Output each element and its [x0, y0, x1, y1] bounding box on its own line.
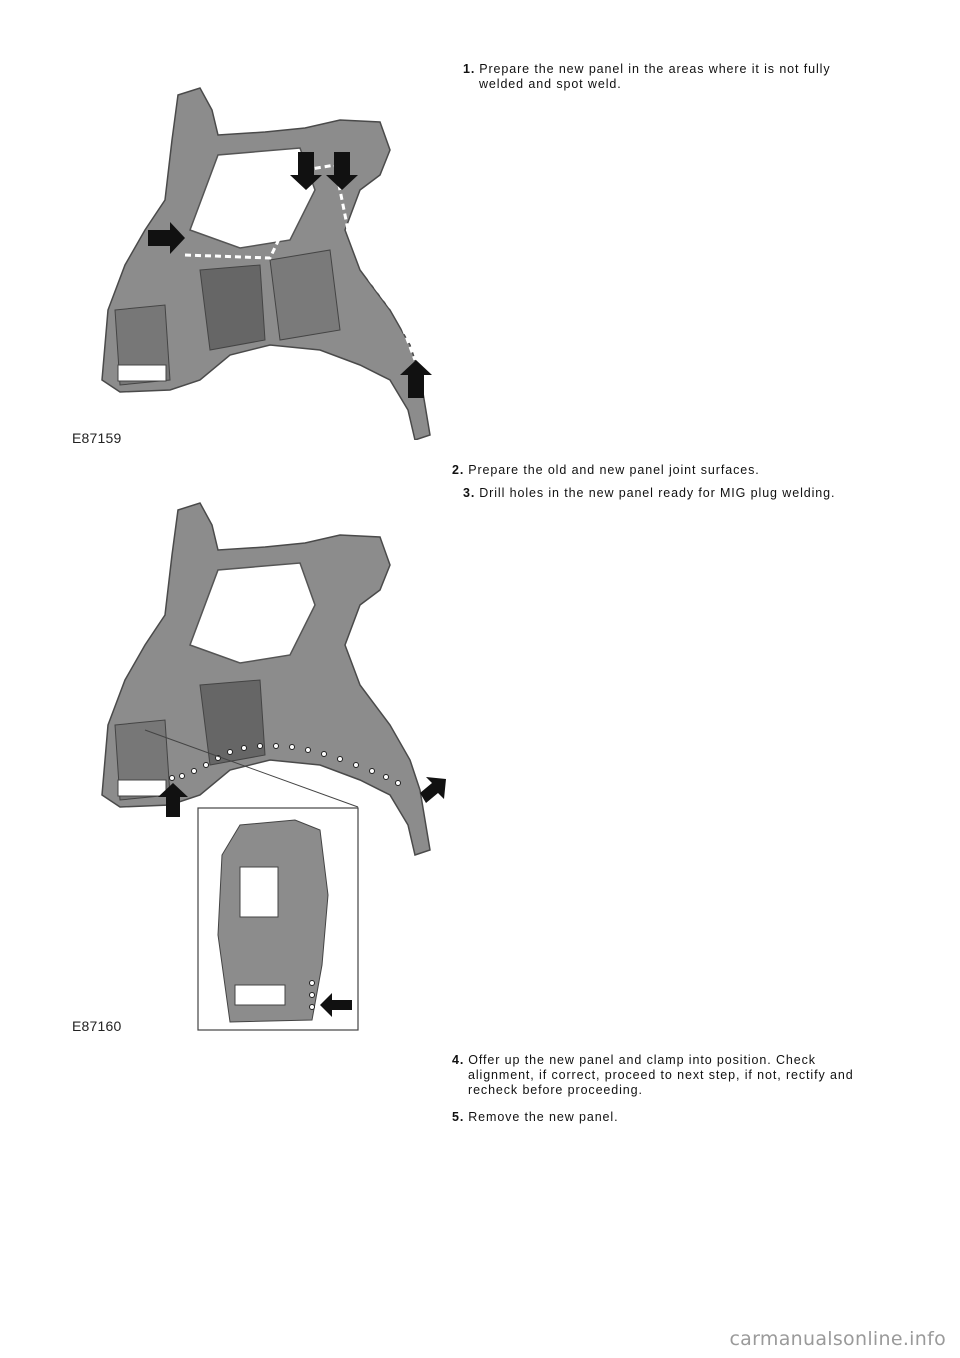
body-panel-shape: [102, 503, 430, 855]
step-2: [452, 463, 760, 478]
panel-illustration-1: [90, 80, 450, 440]
step-number: 5.: [452, 1110, 465, 1124]
figure-id-1: E87159: [72, 430, 122, 446]
panel-illustration-2: [90, 495, 450, 1035]
step-text: Prepare the new panel in the areas where it is not fully: [479, 62, 831, 76]
step-number: 1.: [463, 62, 476, 76]
step-1: [463, 62, 831, 92]
step-number: 2.: [452, 463, 465, 477]
step-text: Prepare the old and new panel joint surfaces.: [468, 463, 760, 477]
step-text: Offer up the new panel and clamp into position. Check: [468, 1053, 816, 1067]
watermark: carmanualsonline.info: [729, 1328, 946, 1350]
step-4: [452, 1053, 854, 1098]
body-panel-shape: [102, 88, 430, 440]
step-number: 4.: [452, 1053, 465, 1067]
step-text-line2: alignment, if correct, proceed to next step, if not, rectify and: [468, 1068, 854, 1082]
step-text-line2: welded and spot weld.: [479, 77, 622, 91]
step-text-line3: recheck before proceeding.: [468, 1083, 643, 1097]
step-5: [452, 1110, 618, 1125]
step-number: 3.: [463, 486, 476, 500]
arrow-diagonal-icon: [420, 777, 446, 803]
step-3: [463, 486, 835, 501]
figure-id-2: E87160: [72, 1018, 122, 1034]
step-text: Drill holes in the new panel ready for MIG plug welding.: [479, 486, 836, 500]
step-text: Remove the new panel.: [468, 1110, 619, 1124]
